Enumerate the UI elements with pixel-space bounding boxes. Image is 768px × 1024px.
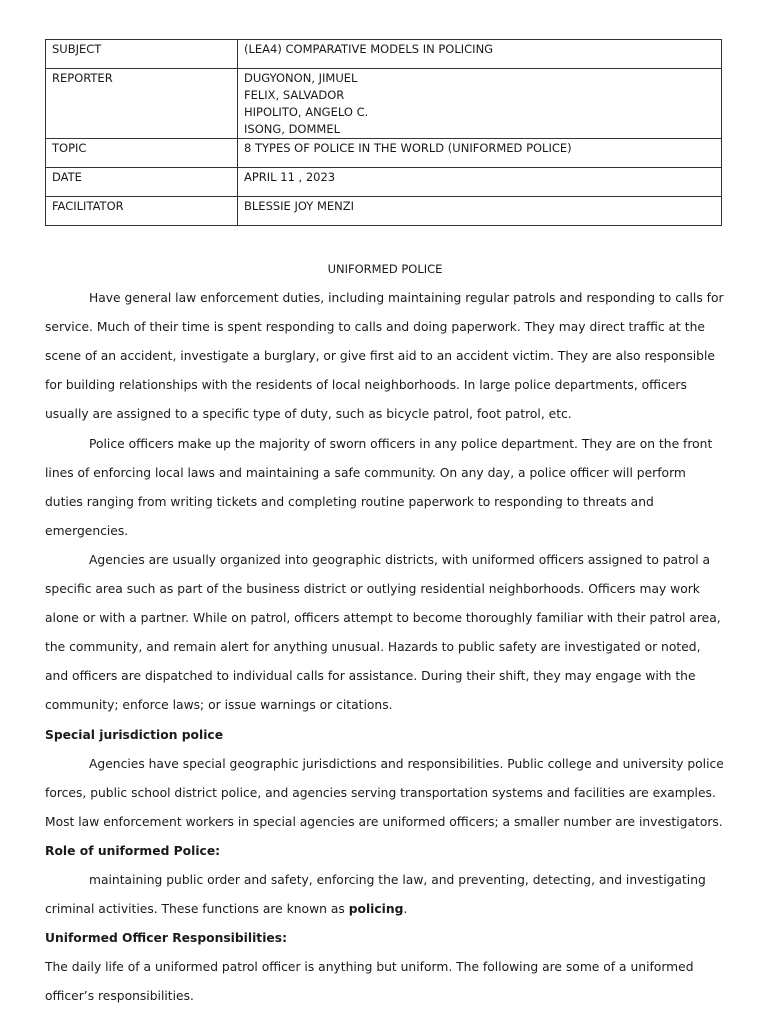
paragraph: The daily life of a uniformed patrol officer is anything but uniform. The following are some of a uniformed officer’s responsibilities. [45, 960, 694, 1004]
paragraph [45, 866, 725, 924]
table-row [46, 40, 722, 69]
info-table [45, 39, 722, 226]
row-value: BLESSIE JOY MENZI [238, 197, 722, 226]
row-label: FACILITATOR [46, 197, 238, 226]
reporter-name: HIPOLITO, ANGELO C. [244, 105, 369, 119]
subheading: Uniformed Officer Responsibilities: [45, 931, 287, 946]
row-value: (LEA4) COMPARATIVE MODELS IN POLICING [238, 40, 722, 69]
subheading: Special jurisdiction police [45, 727, 224, 742]
row-label: REPORTER [46, 69, 238, 139]
row-value: 8 TYPES OF POLICE IN THE WORLD (UNIFORMED POLICE) [238, 139, 722, 168]
paragraph: Have general law enforcement duties, including maintaining regular patrols and responding to calls for service. Much of their time is spent responding to calls and doing paperwork. They may direct traffic at the scene of an accident, investigate a burglary, or give first aid to an accident victim. They are also responsible for building relationships with the residents of local neighborhoods. In large police departments, officers usually are assigned to a specific type of duty, such as bicycle patrol, foot patrol, etc. [45, 291, 724, 422]
reporter-name: DUGYONON, JIMUEL [244, 71, 358, 85]
row-label: SUBJECT [46, 40, 238, 69]
paragraph: Agencies have special geographic jurisdictions and responsibilities. Public college and university police forces, public school district police, and agencies serving transportation systems and facilities are examples. Most law enforcement workers in special agencies are uniformed officers; a smaller number are investigators. [45, 756, 724, 829]
paragraph-text: . [403, 902, 408, 917]
document-body [45, 255, 725, 1011]
bold-term: policing [348, 902, 404, 917]
table-row [46, 168, 722, 197]
section-title: UNIFORMED POLICE [327, 262, 443, 276]
table-row [46, 69, 722, 139]
paragraph: Police officers make up the majority of sworn officers in any police department. They are on the front lines of enforcing local laws and maintaining a safe community. On any day, a police officer will perform duties ranging from writing tickets and completing routine paperwork to responding to threats and emergencies. [45, 436, 713, 538]
table-row [46, 197, 722, 226]
row-label: DATE [46, 168, 238, 197]
row-value: APRIL 11 , 2023 [238, 168, 722, 197]
table-row [46, 139, 722, 168]
reporter-list [238, 69, 722, 139]
row-label: TOPIC [46, 139, 238, 168]
reporter-name: ISONG, DOMMEL [244, 122, 340, 136]
paragraph-text: maintaining public order and safety, enforcing the law, and preventing, detecting, and investigating criminal activities. These functions are known as [45, 872, 706, 917]
reporter-name: FELIX, SALVADOR [244, 88, 345, 102]
paragraph: Agencies are usually organized into geographic districts, with uniformed officers assigned to patrol a specific area such as part of the business district or outlying residential neighborhoods. Officers may work alone or with a partner. While on patrol, officers attempt to become thoroughly familiar with their patrol area, the community, and remain alert for anything unusual. Hazards to public safety are investigated or noted, and officers are dispatched to individual calls for assistance. During their shift, they may engage with the community; enforce laws; or issue warnings or citations. [45, 552, 721, 713]
subheading: Role of uniformed Police: [45, 843, 221, 858]
